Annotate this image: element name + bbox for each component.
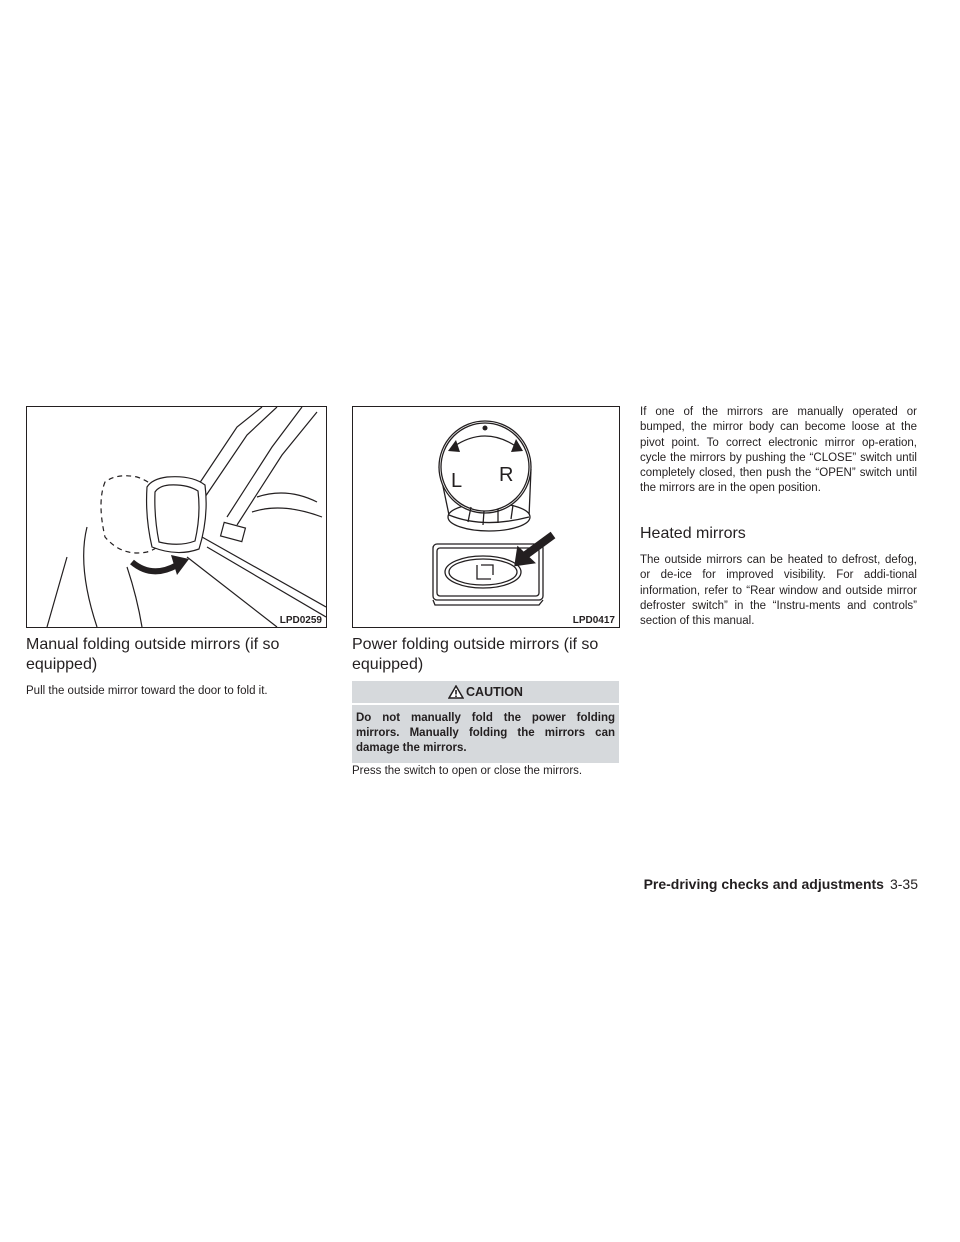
manual-folding-body: Pull the outside mirror toward the door to fold it.	[26, 685, 268, 697]
caution-title: CAUTION	[466, 685, 523, 699]
figure-manual-folding	[26, 406, 327, 628]
manual-folding-heading: Manual folding outside mirrors (if so equipped)	[26, 636, 280, 673]
heated-mirrors-heading: Heated mirrors	[640, 525, 746, 542]
caution-box	[352, 681, 619, 763]
power-folding-body: Press the switch to open or close the mirrors.	[352, 765, 583, 777]
figure-id: LPD0259	[279, 615, 322, 626]
caution-header	[352, 681, 619, 703]
knob-label-left: L	[451, 470, 463, 492]
knob-label-right: R	[499, 464, 514, 486]
heated-mirrors-body: The outside mirrors can be heated to defrost, defog, or de-ice for improved visibility. For addi-tional information, refer to “Rear window and outside mirror defroster switch” in the “Instru-ments and controls” section of this manual.	[640, 554, 917, 628]
figure-id: LPD0417	[572, 615, 615, 626]
page-number: 3-35	[889, 876, 918, 892]
page-footer	[644, 876, 918, 892]
manual-mirror-illustration	[27, 407, 326, 627]
figure-power-folding	[352, 406, 620, 628]
power-folding-heading: Power folding outside mirrors (if so equipped)	[352, 636, 599, 673]
warning-icon	[448, 685, 464, 699]
power-switch-illustration	[353, 407, 619, 627]
mirror-correction-body: If one of the mirrors are manually operated or bumped, the mirror body can become loose at the pivot point. To correct electronic mirror op-eration, cycle the mirrors by pushing the “CLOSE” switch until completely closed, then push the “OPEN” switch until the mirrors are in the open position.	[640, 406, 917, 495]
caution-text: Do not manually fold the power folding mirrors. Manually folding the mirrors can damage the mirrors.	[356, 712, 615, 754]
footer-section-title: Pre-driving checks and adjustments	[643, 876, 884, 892]
